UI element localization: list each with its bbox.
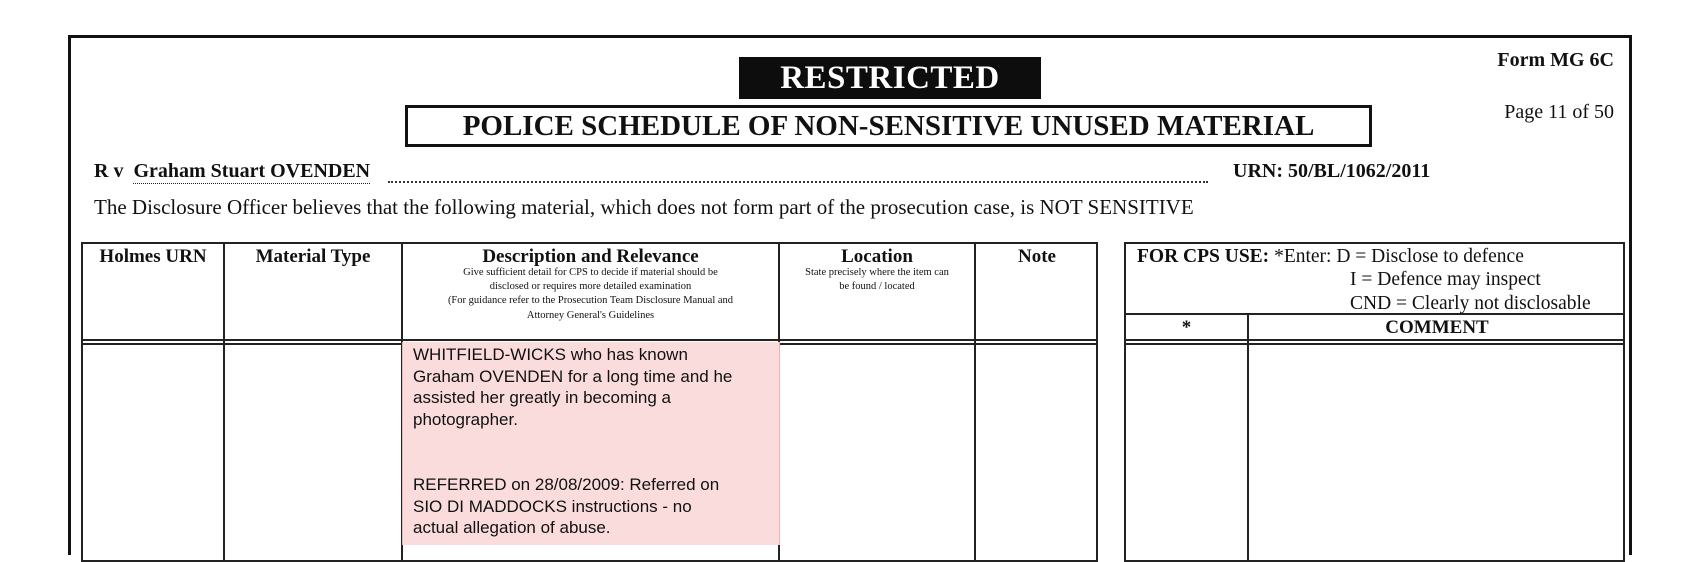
cps-divider bbox=[1124, 343, 1625, 345]
page-number: Page 11 of 50 bbox=[1504, 101, 1614, 123]
case-prefix: R v bbox=[94, 160, 124, 182]
cps-option-i: I = Defence may inspect bbox=[1350, 269, 1541, 290]
description-guidance: Attorney General's Guidelines bbox=[526, 310, 655, 321]
entry-text: REFERRED on 28/08/2009: Referred on bbox=[413, 475, 720, 494]
material-type-header: Material Type bbox=[255, 246, 371, 267]
cps-option-cnd: CND = Clearly not disclosable bbox=[1350, 293, 1591, 314]
entry-text: SIO DI MADDOCKS instructions - no bbox=[413, 496, 692, 516]
column-divider bbox=[223, 242, 225, 562]
location-guidance: State precisely where the item can bbox=[805, 267, 949, 278]
entry-text: WHITFIELD-WICKS who has known bbox=[413, 345, 688, 364]
location-guidance: be found / located bbox=[839, 281, 915, 292]
description-guidance: disclosed or requires more detailed examination bbox=[489, 281, 692, 292]
comment-header: COMMENT bbox=[1385, 317, 1489, 338]
schedule-title: POLICE SCHEDULE OF NON-SENSITIVE UNUSED MATERIAL bbox=[405, 105, 1372, 147]
entry-text: assisted her greatly in becoming a bbox=[413, 388, 671, 407]
case-title bbox=[94, 160, 370, 183]
cps-label: FOR CPS USE: bbox=[1137, 246, 1270, 267]
holmes-urn-header: Holmes URN bbox=[99, 246, 207, 267]
cps-star-header: * bbox=[1181, 317, 1192, 338]
location-header: Location bbox=[841, 246, 913, 267]
disclosure-statement: The Disclosure Officer believes that the following material, which does not form part of the prosecution case, is NOT SENSITIVE bbox=[94, 195, 1194, 219]
cps-column-divider bbox=[1247, 313, 1249, 562]
cps-instructions bbox=[1137, 245, 1524, 269]
column-divider bbox=[974, 242, 976, 562]
entry-text: Graham OVENDEN for a long time and he bbox=[413, 366, 733, 386]
entry-text: actual allegation of abuse. bbox=[413, 518, 611, 537]
form-code: Form MG 6C bbox=[1497, 49, 1614, 71]
defendant-name: Graham Stuart OVENDEN bbox=[133, 160, 371, 182]
note-header: Note bbox=[1018, 246, 1056, 267]
dotted-rule bbox=[388, 181, 1208, 183]
header-divider bbox=[81, 339, 1098, 341]
description-header: Description and Relevance bbox=[482, 246, 699, 267]
description-guidance: Give sufficient detail for CPS to decide if material should be bbox=[463, 267, 718, 278]
cps-option-d: *Enter: D = Disclose to defence bbox=[1274, 246, 1524, 267]
classification-banner: RESTRICTED bbox=[739, 57, 1041, 99]
entry-text: photographer. bbox=[413, 409, 518, 429]
description-guidance: (For guidance refer to the Prosecution Team Disclosure Manual and bbox=[447, 295, 734, 306]
case-urn: URN: 50/BL/1062/2011 bbox=[1233, 160, 1431, 182]
cps-divider bbox=[1124, 339, 1625, 341]
